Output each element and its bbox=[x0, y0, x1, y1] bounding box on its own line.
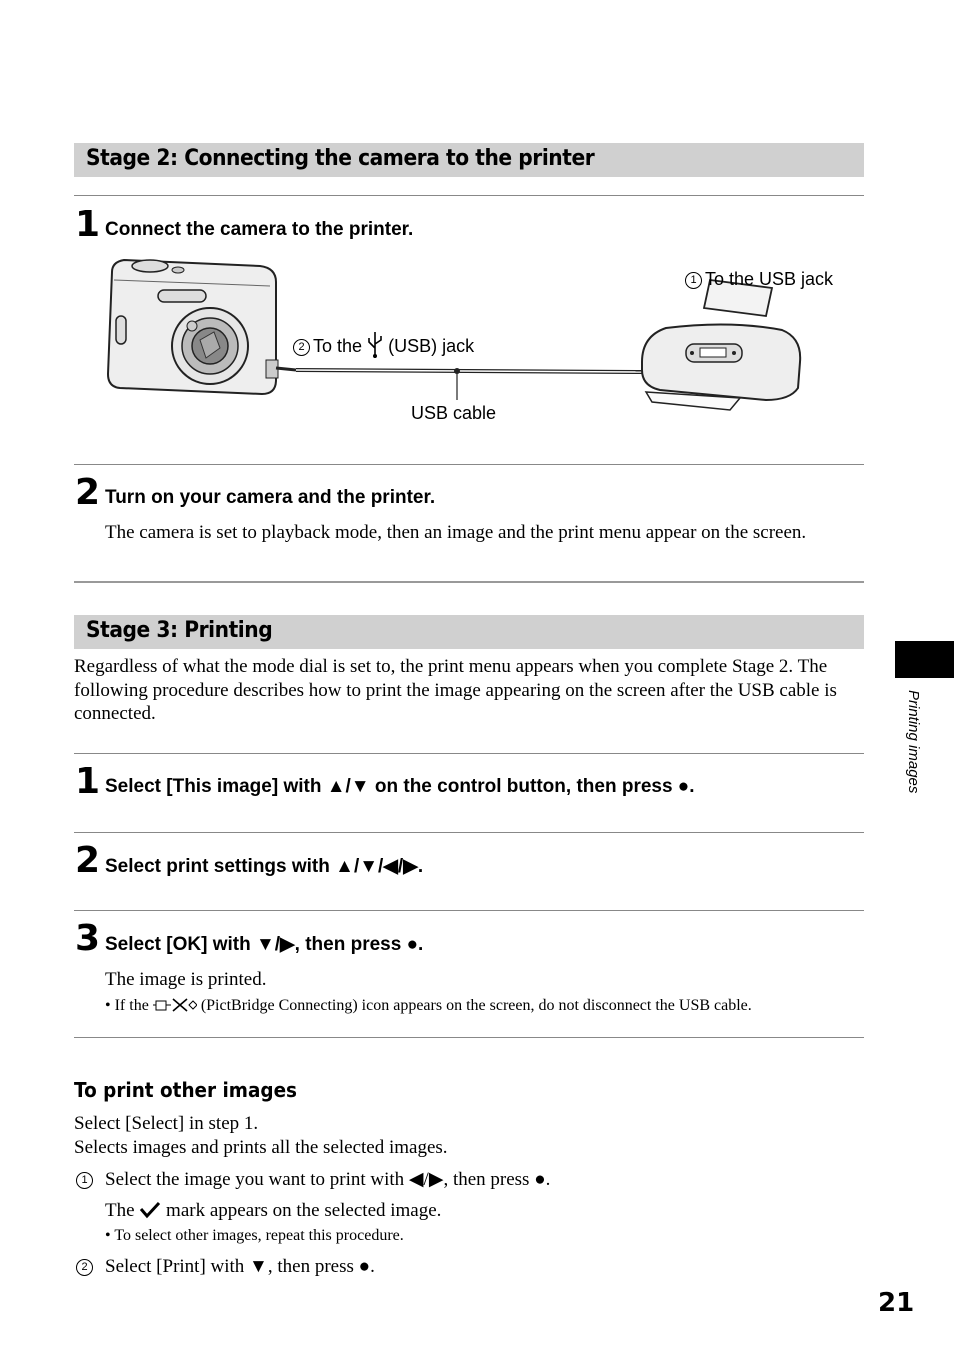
stage2-title: Stage 2: Connecting the camera to the printer bbox=[86, 146, 595, 171]
label-printer-usb-jack: 1 To the USB jack bbox=[685, 269, 833, 290]
pictbridge-icon bbox=[153, 996, 197, 1014]
stage2-step1-text: Connect the camera to the printer. bbox=[105, 219, 414, 240]
stage3-header-bar bbox=[74, 615, 864, 649]
stage2-step1-number: 1 bbox=[75, 204, 101, 245]
divider bbox=[74, 581, 864, 583]
other-images-line2: Selects images and prints all the selected images. bbox=[74, 1137, 448, 1158]
side-tab-marker bbox=[895, 641, 954, 678]
divider bbox=[74, 910, 864, 911]
stage2-step2-text: Turn on your camera and the printer. bbox=[105, 487, 436, 508]
stage2-step2-body: The camera is set to playback mode, then an image and the print menu appear on the screen. bbox=[105, 522, 807, 543]
usb-icon bbox=[367, 332, 383, 358]
stage2-header-bar bbox=[74, 143, 864, 177]
stage3-step3-text: Select [OK] with ▼/▶, then press ●. bbox=[105, 934, 424, 955]
stage3-title: Stage 3: Printing bbox=[86, 618, 273, 643]
stage2-step2-number: 2 bbox=[75, 472, 101, 513]
stage3-step2-text: Select print settings with ▲/▼/◀/▶. bbox=[105, 856, 424, 877]
divider bbox=[74, 832, 864, 833]
other-images-heading: To print other images bbox=[74, 1078, 298, 1102]
camera-illustration bbox=[108, 260, 296, 394]
other-images-item1-note: • To select other images, repeat this procedure. bbox=[105, 1227, 404, 1244]
other-images-item1: 1 Select the image you want to print with ◀/▶, then press ●. bbox=[76, 1168, 550, 1191]
side-section-label: Printing images bbox=[905, 690, 922, 794]
stage3-step1-text: Select [This image] with ▲/▼ on the control button, then press ●. bbox=[105, 776, 695, 797]
page-number: 21 bbox=[878, 1288, 915, 1318]
stage3-step3-body: The image is printed. bbox=[105, 969, 267, 990]
label-usb-cable: USB cable bbox=[411, 403, 497, 423]
stage3-step3-number: 3 bbox=[75, 918, 101, 959]
printer-illustration bbox=[642, 280, 800, 410]
divider bbox=[74, 195, 864, 196]
checkmark-icon bbox=[139, 1201, 161, 1219]
divider bbox=[74, 753, 864, 754]
stage3-step2-number: 2 bbox=[75, 840, 101, 881]
other-images-item1-sub: The mark appears on the selected image. bbox=[105, 1200, 442, 1221]
stage3-step1-number: 1 bbox=[75, 761, 101, 802]
other-images-line1: Select [Select] in step 1. bbox=[74, 1113, 259, 1134]
other-images-item2: 2 Select [Print] with ▼, then press ●. bbox=[76, 1256, 375, 1278]
stage3-step3-note: • If the (PictBridge Connecting) icon appears on the screen, do not disconnect the USB cable. bbox=[105, 997, 752, 1014]
divider bbox=[74, 464, 864, 465]
label-camera-usb-jack: 2 To the (USB) jack bbox=[293, 332, 474, 358]
divider bbox=[74, 1037, 864, 1038]
stage3-intro: Regardless of what the mode dial is set to, the print menu appears when you complete Stage 2. The following procedure describes how to print the image appearing on the screen after the USB cable is connected. bbox=[74, 656, 837, 724]
